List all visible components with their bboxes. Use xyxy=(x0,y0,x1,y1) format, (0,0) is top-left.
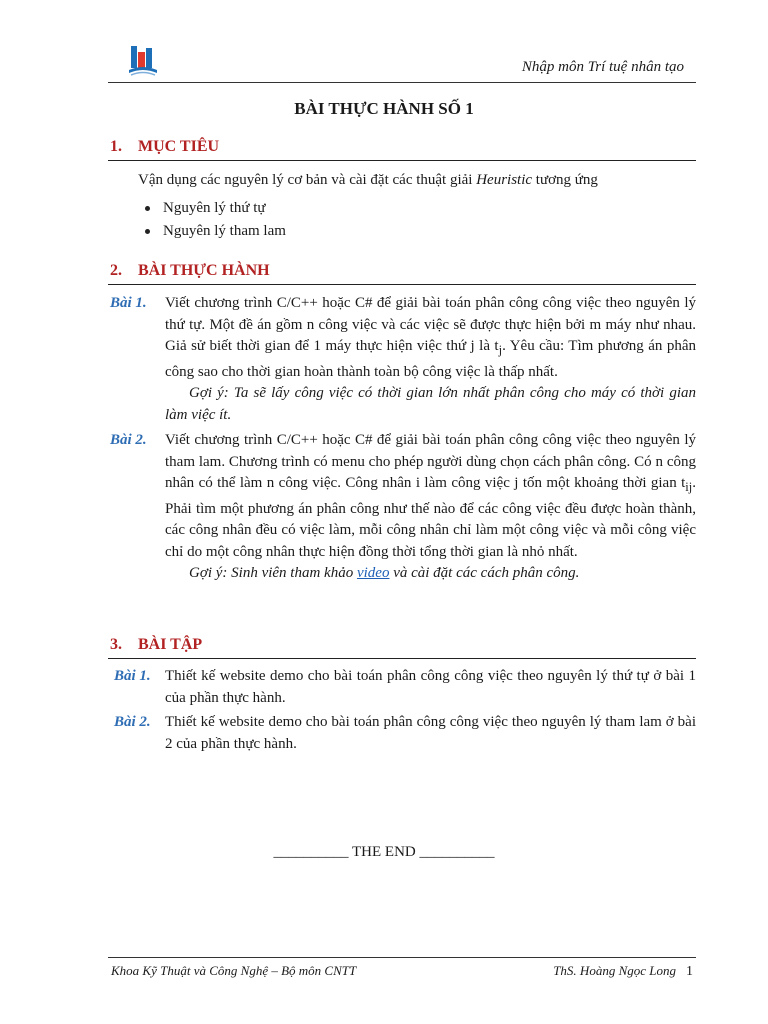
practice-exercise-2 xyxy=(108,430,696,585)
objective-intro: Vận dụng các nguyên lý cơ bản và cài đặt các thuật giải Heuristic tương ứng xyxy=(138,172,598,188)
video-link[interactable]: video xyxy=(356,565,390,581)
page-title: BÀI THỰC HÀNH SỐ 1 xyxy=(294,99,474,118)
list-item: Nguyên lý thứ tự xyxy=(163,197,696,220)
exercise-text: Thiết kế website demo cho bài toán phân công công việc theo nguyên lý tham lam ở bài 2 của phần thực hành. xyxy=(165,714,696,752)
bullet-icon xyxy=(145,229,150,234)
section-practice xyxy=(108,262,696,585)
section-heading: 1. MỤC TIÊU xyxy=(108,138,696,161)
section-heading: 2. BÀI THỰC HÀNH xyxy=(108,262,696,285)
header-divider xyxy=(108,82,696,83)
section-heading: 3. BÀI TẬP xyxy=(108,636,696,659)
footer-author: ThS. Hoàng Ngọc Long 1 xyxy=(553,963,693,979)
section-exercises xyxy=(108,636,696,755)
section-objectives xyxy=(108,138,696,243)
exercise-text: Thiết kế website demo cho bài toán phân công công việc theo nguyên lý thứ tự ở bài 1 của phần thực hành. xyxy=(165,668,696,706)
exercise-label: Bài 2. xyxy=(114,714,151,730)
university-logo-icon xyxy=(127,42,159,78)
exercise-hint: Gợi ý: Ta sẽ lấy công việc có thời gian lớn nhất phân công cho máy có thời gian làm việc ít. xyxy=(165,385,696,423)
footer-divider xyxy=(108,957,696,958)
objective-list xyxy=(108,197,696,243)
exercise-text: Viết chương trình C/C++ hoặc C# để giải bài toán phân công công việc theo nguyên lý thứ tự. Một đề án gồm n công việc và các việc sẽ được thực hiện bởi m máy như nhau. Giả sử biết thời gian để 1 máy thực hiện việc thứ j là $t_j$. Yêu cầu: Tìm phương án phân công sao cho thời gian hoàn thành toàn bộ công việc là thấp nhất. xyxy=(165,295,696,380)
exercise-label: Bài 1. xyxy=(114,668,151,684)
page-number: 1 xyxy=(686,964,693,979)
bullet-icon xyxy=(145,206,150,211)
exercise-label: Bài 2. xyxy=(110,432,147,448)
exercise-hint: Gợi ý: Sinh viên tham khảo video và cài đặt các cách phân công. xyxy=(189,565,580,581)
list-item: Nguyên lý tham lam xyxy=(163,220,696,243)
homework-exercise-1 xyxy=(108,665,696,709)
exercise-text: Viết chương trình C/C++ hoặc C# để giải bài toán phân công công việc theo nguyên lý tham lam. Chương trình có menu cho phép người dùng chọn cách phân công. Có n công nhân có thể làm n công việc. Công nhân i làm công việc j tốn một khoảng thời gian $t_{ij}$. Phải tìm một phương án phân công như thế nào để các công việc đều được hoàn thành, các công nhân đều có việc làm, mỗi công nhân chỉ làm một công việc và mỗi công việc chỉ do một công nhân thực hiện đồng thời tổng thời gian là nhỏ nhất. xyxy=(165,432,696,560)
footer-department: Khoa Kỹ Thuật và Công Nghệ – Bộ môn CNTT xyxy=(111,963,357,978)
the-end-text: __________ THE END __________ xyxy=(273,844,495,860)
homework-exercise-2 xyxy=(108,711,696,755)
header-course-title: Nhập môn Trí tuệ nhân tạo xyxy=(521,59,684,75)
exercise-label: Bài 1. xyxy=(110,295,147,311)
practice-exercise-1 xyxy=(108,293,696,426)
